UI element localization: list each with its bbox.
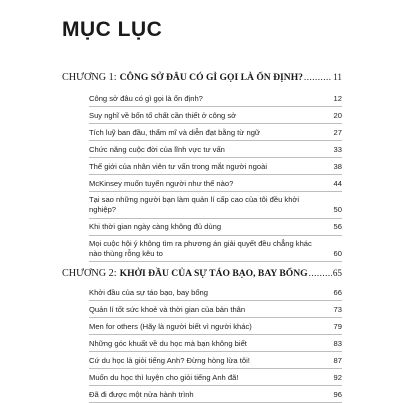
toc-entry[interactable] — [89, 301, 342, 318]
chapter-1-heading[interactable] — [62, 72, 342, 83]
toc-entry-page: 33 — [333, 144, 342, 154]
toc-entry[interactable] — [89, 141, 342, 158]
toc-entry-title: Tích luỹ ban đầu, thẩm mĩ và diễn đạt bằng từ ngữ — [89, 127, 261, 137]
toc-entry-title: Đã đi được một nửa hành trình — [89, 389, 194, 399]
toc-entry-page: 12 — [333, 93, 342, 103]
toc-entry-title: Mọi cuộc hội ý không tìm ra phương án giải quyết đều chẳng khác nào thùng rỗng kêu to — [89, 238, 312, 258]
toc-entry-title: McKinsey muốn tuyển người như thế nào? — [89, 178, 234, 188]
toc-entry[interactable] — [89, 236, 342, 263]
toc-entry[interactable] — [89, 369, 342, 386]
toc-entry-page: 79 — [333, 321, 342, 331]
chapter-label: CHƯƠNG 2: — [62, 268, 117, 279]
toc-entry[interactable] — [89, 335, 342, 352]
toc-entry-title: Chức năng cuộc đời của lĩnh vực tư vấn — [89, 144, 225, 154]
toc-entry[interactable] — [89, 318, 342, 335]
chapter-2-heading[interactable] — [62, 268, 342, 279]
toc-entry-page: 38 — [333, 161, 342, 171]
toc-entry-page: 66 — [333, 287, 342, 297]
toc-entry-title: Muốn du học thì luyện cho giỏi tiếng Anh đã! — [89, 372, 239, 382]
page-title: MỤC LỤC — [62, 18, 163, 41]
toc-entry-page: 27 — [333, 127, 342, 137]
toc-entry[interactable] — [89, 158, 342, 175]
toc-entry-page: 96 — [333, 389, 342, 399]
chapter-1-items — [89, 90, 342, 262]
toc-entry-title: Công sở đâu có gì gọi là ổn định? — [89, 93, 203, 103]
toc-entry[interactable] — [89, 219, 342, 236]
chapter-page-number: 11 — [333, 72, 342, 82]
toc-entry[interactable] — [89, 386, 342, 403]
toc-entry-title: Những góc khuất về du học mà bạn không biết — [89, 338, 247, 348]
toc-entry-page: 73 — [333, 304, 342, 314]
toc-entry-title: Cứ du học là giỏi tiếng Anh? Đừng hòng lừa tôi! — [89, 355, 250, 365]
toc-entry-page: 20 — [333, 110, 342, 120]
chapter-title: CÔNG SỞ ĐÂU CÓ GÌ GỌI LÀ ỔN ĐỊNH? — [119, 72, 303, 83]
dot-leader — [304, 72, 332, 82]
toc-entry-page: 87 — [333, 355, 342, 365]
toc-entry-page: 56 — [333, 222, 342, 231]
toc-entry-title: Suy nghĩ về bốn tố chất cần thiết ở công sở — [89, 110, 237, 120]
toc-entry-title: Tại sao những người bạn làm quản lí cấp cao của tôi đều khởi nghiệp? — [89, 195, 300, 214]
toc-entry-title: Quản lí tốt sức khoẻ và thời gian của bản thân — [89, 304, 246, 314]
toc-entry-page: 50 — [333, 205, 342, 214]
dot-leader — [309, 268, 332, 278]
toc-entry[interactable] — [89, 90, 342, 107]
toc-entry[interactable] — [89, 192, 342, 219]
toc-entry-page: 60 — [333, 248, 342, 258]
chapter-page-number: 65 — [332, 268, 342, 278]
toc-entry-title: Thế giới của nhân viên tư vấn trong mắt người ngoài — [89, 161, 268, 171]
toc-entry-title: Men for others (Hãy là người biết vì người khác) — [89, 321, 252, 331]
toc-entry-page: 92 — [333, 372, 342, 382]
toc-entry-title: Khi thời gian ngày càng không đủ dùng — [89, 222, 222, 231]
toc-entry[interactable] — [89, 107, 342, 124]
toc-entry[interactable] — [89, 284, 342, 301]
toc-entry-page: 83 — [333, 338, 342, 348]
toc-entry[interactable] — [89, 124, 342, 141]
toc-entry[interactable] — [89, 175, 342, 192]
chapter-title: KHỞI ĐẦU CỦA SỰ TÁO BẠO, BAY BỔNG — [119, 268, 308, 279]
toc-entry[interactable] — [89, 352, 342, 369]
toc-entry-title: Khởi đầu của sự táo bạo, bay bổng — [89, 287, 208, 297]
toc-entry-page: 44 — [333, 178, 342, 188]
chapter-2-items — [89, 284, 342, 403]
chapter-label: CHƯƠNG 1: — [62, 72, 117, 83]
